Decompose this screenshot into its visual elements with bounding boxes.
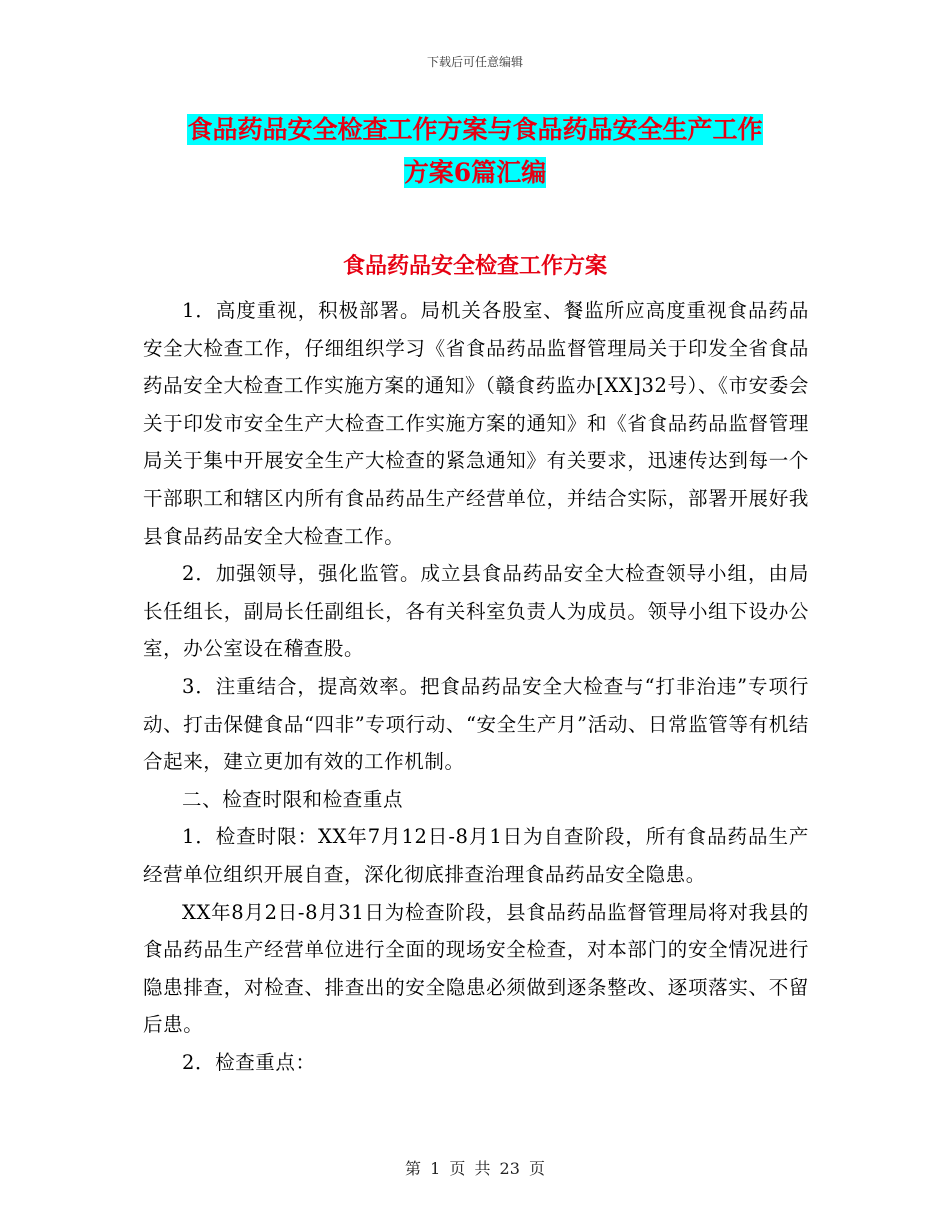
section-title: 食品药品安全检查工作方案 — [342, 253, 607, 279]
paragraph: 3．注重结合，提高效率。把食品药品安全大检查与“打非治违”专项行动、打击保健食品“四非”专项行动、“安全生产月”活动、日常监管等有机结合起来，建立更加有效的工作机制。 — [143, 674, 809, 774]
paragraph: 1．检查时限：XX年7月12日-8月1日为自查阶段，所有食品药品生产经营单位组织开展自查，深化彻底排查治理食品药品安全隐患。 — [143, 825, 809, 886]
paragraph: 1．高度重视，积极部署。局机关各股室、餐监所应高度重视食品药品安全大检查工作，仔细组织学习《省食品药品监督管理局关于印发全省食品药品安全大检查工作实施方案的通知》（赣食药监办[XX]32号）、《市安委会关于印发市安全生产大检查工作实施方案的通知》和《省食品药品监督管理局关于集中开展安全生产大检查的紧急通知》有关要求，迅速传达到每一个干部职工和辖区内所有食品药品生产经营单位，并结合实际，部署开展好我县食品药品安全大检查工作。 — [143, 299, 809, 548]
document-title-line-2 — [0, 157, 950, 189]
paragraph: 2．检查重点： — [182, 1050, 316, 1074]
document-body — [143, 292, 809, 1081]
paragraph: 二、检查时限和检查重点 — [182, 787, 404, 811]
header-note: 下载后可任意编辑 — [426, 55, 523, 69]
document-title-line-1 — [0, 114, 950, 146]
document-title-text-1: 食品药品安全检查工作方案与食品药品安全生产工作 — [187, 115, 763, 144]
paragraph: 2．加强领导，强化监管。成立县食品药品安全大检查领导小组，由局长任组长，副局长任副组长，各有关科室负责人为成员。领导小组下设办公室，办公室设在稽查股。 — [143, 562, 809, 661]
paragraph: XX年8月2日-8月31日为检查阶段，县食品药品监督管理局将对我县的食品药品生产经营单位进行全面的现场安全检查，对本部门的安全情况进行隐患排查，对检查、排查出的安全隐患必须做到逐条整改、逐项落实、不留后患。 — [143, 900, 809, 1037]
page-footer: 第 1 页 共 23 页 — [405, 1159, 545, 1178]
document-title-text-2: 方案6篇汇编 — [403, 158, 547, 187]
